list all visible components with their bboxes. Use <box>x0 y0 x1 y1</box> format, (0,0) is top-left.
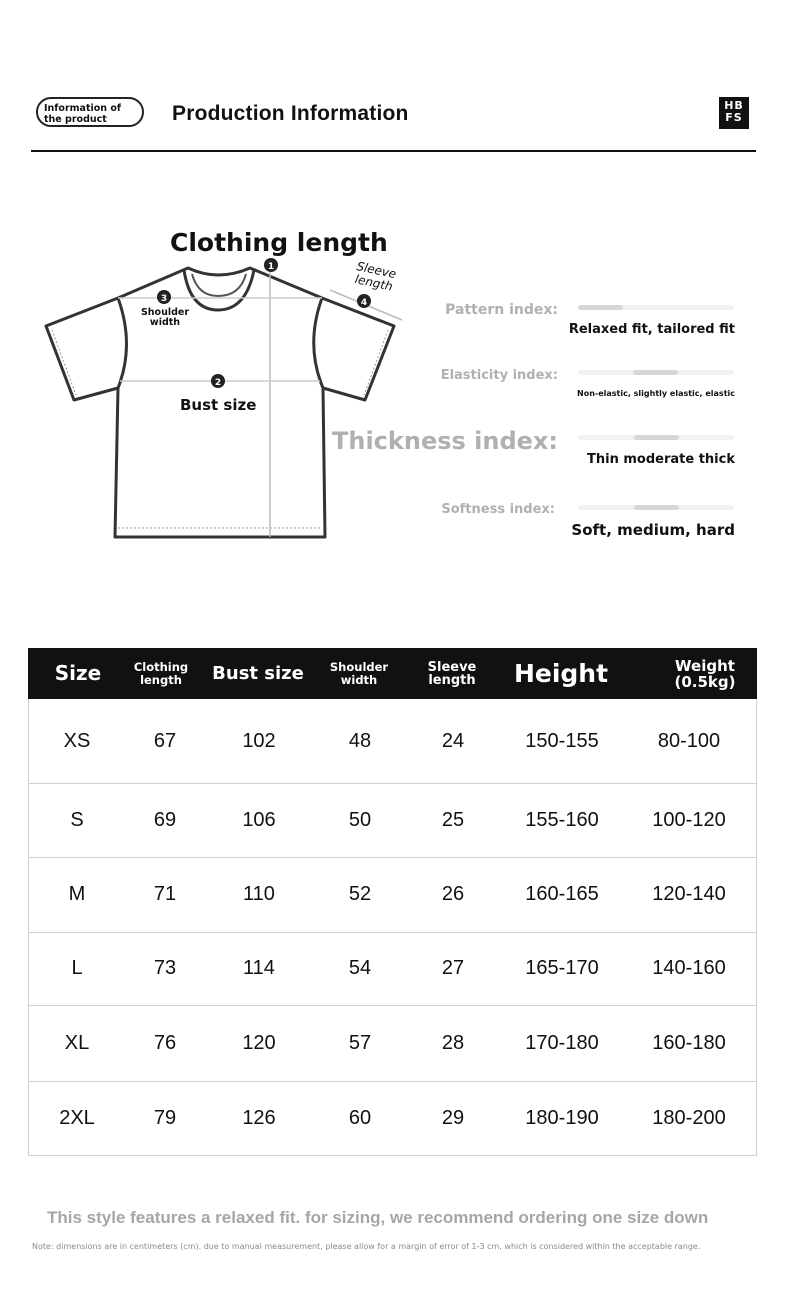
right-armhole <box>314 298 323 388</box>
table-cell: 80-100 <box>657 729 721 752</box>
measurement-note: Note: dimensions are in centimeters (cm). due to manual measurement, please allow for a margin of error of 1-3 cm, which is considered within the acceptable range. <box>32 1242 701 1251</box>
elasticity-index-label: Elasticity index: <box>440 368 558 383</box>
table-cell: 50 <box>348 808 372 831</box>
table-cell: 26 <box>441 883 465 905</box>
marker-4: 4 <box>360 298 368 308</box>
table-cell: 24 <box>441 729 465 752</box>
table-cell: 150-155 <box>525 729 599 752</box>
elasticity-index-bar <box>578 370 734 375</box>
table-cell: 25 <box>441 808 465 831</box>
elasticity-index-fill <box>633 370 678 375</box>
header-divider <box>31 150 756 152</box>
table-cell: 120-140 <box>652 883 726 905</box>
table-cell: 165-170 <box>525 957 599 979</box>
table-cell: 102 <box>242 729 276 752</box>
table-row <box>29 783 756 858</box>
marker-2: 2 <box>214 378 222 388</box>
table-cell: S <box>70 808 84 831</box>
header-size: Size <box>54 661 102 685</box>
header-clothing-length: Clothing length <box>133 659 189 687</box>
softness-index-fill <box>634 505 679 510</box>
table-cell: 2XL <box>59 1106 95 1129</box>
elasticity-index-value: Non-elastic, slightly elastic, elastic <box>577 389 735 398</box>
table-row <box>29 1005 756 1082</box>
table-cell: 48 <box>348 729 372 752</box>
table-cell: 52 <box>348 883 372 905</box>
table-cell: 126 <box>242 1106 276 1129</box>
clothing-length-label: Clothing length <box>170 228 388 257</box>
table-cell: 170-180 <box>525 1031 599 1054</box>
table-cell: 76 <box>153 1031 177 1054</box>
table-cell: 180-190 <box>525 1106 599 1129</box>
table-cell: 110 <box>243 883 275 905</box>
table-row <box>29 857 756 933</box>
table-cell: 100-120 <box>652 808 726 831</box>
table-cell: 28 <box>441 1031 465 1054</box>
table-cell: 67 <box>153 729 177 752</box>
table-cell: L <box>71 957 83 979</box>
marker-3: 3 <box>160 294 168 304</box>
table-cell: 27 <box>441 957 465 979</box>
pattern-index-bar <box>578 305 734 310</box>
thickness-index-fill <box>634 435 679 440</box>
logo-line-2: FS <box>725 111 743 124</box>
sizing-recommendation: This style features a relaxed fit. for sizing, we recommend ordering one size down <box>47 1208 709 1227</box>
brand-logo <box>719 97 749 129</box>
left-armhole <box>118 298 127 388</box>
pattern-index-label: Pattern index: <box>445 302 558 318</box>
product-info-badge <box>36 97 144 127</box>
table-cell: 54 <box>348 957 372 979</box>
table-cell: 160-165 <box>525 883 599 905</box>
shoulder-width-label: Shoulder width <box>140 307 190 328</box>
logo-line-1: HB <box>724 99 744 112</box>
table-cell: 60 <box>348 1106 372 1129</box>
header-weight: Weight (0.5kg) <box>674 656 736 691</box>
badge-text: Information of the product <box>44 103 122 125</box>
pattern-index-fill <box>578 305 623 310</box>
header-sleeve-length: Sleeve length <box>427 659 477 688</box>
table-cell: M <box>68 883 86 905</box>
bust-size-label: Bust size <box>180 396 257 414</box>
table-cell: 140-160 <box>652 957 726 979</box>
thickness-index-bar <box>578 435 734 440</box>
table-cell: 69 <box>153 808 177 831</box>
sleeve-length-label: Sleeve length <box>353 259 398 294</box>
table-header <box>28 648 757 699</box>
page-title: Production Information <box>172 102 409 125</box>
table-cell: XL <box>64 1031 90 1054</box>
table-cell: 180-200 <box>652 1106 726 1129</box>
table-cell: 114 <box>243 957 275 979</box>
table-row <box>29 932 756 1006</box>
table-cell: 79 <box>153 1106 177 1129</box>
pattern-index-value: Relaxed fit, tailored fit <box>568 322 735 337</box>
header-shoulder-width: Shoulder width <box>329 659 389 687</box>
table-cell: 57 <box>348 1031 372 1054</box>
marker-1: 1 <box>267 262 275 272</box>
header-height: Height <box>513 659 609 688</box>
table-cell: 106 <box>242 808 276 831</box>
table-body <box>28 699 757 1156</box>
table-row <box>29 1081 756 1155</box>
table-cell: 73 <box>153 957 177 979</box>
softness-index-bar <box>578 505 734 510</box>
table-row <box>29 699 756 784</box>
table-cell: 71 <box>153 883 177 905</box>
header-bust-size: Bust size <box>212 663 304 684</box>
collar-inner <box>192 274 246 296</box>
thickness-index-value: Thin moderate thick <box>587 452 735 467</box>
softness-index-label: Softness index: <box>441 502 555 517</box>
table-cell: 29 <box>441 1106 465 1129</box>
table-cell: 160-180 <box>652 1031 726 1054</box>
softness-index-value: Soft, medium, hard <box>571 521 735 539</box>
table-cell: 155-160 <box>525 808 599 831</box>
table-cell: 120 <box>242 1031 276 1054</box>
table-cell: XS <box>63 729 91 752</box>
thickness-index-label: Thickness index: <box>331 427 558 455</box>
